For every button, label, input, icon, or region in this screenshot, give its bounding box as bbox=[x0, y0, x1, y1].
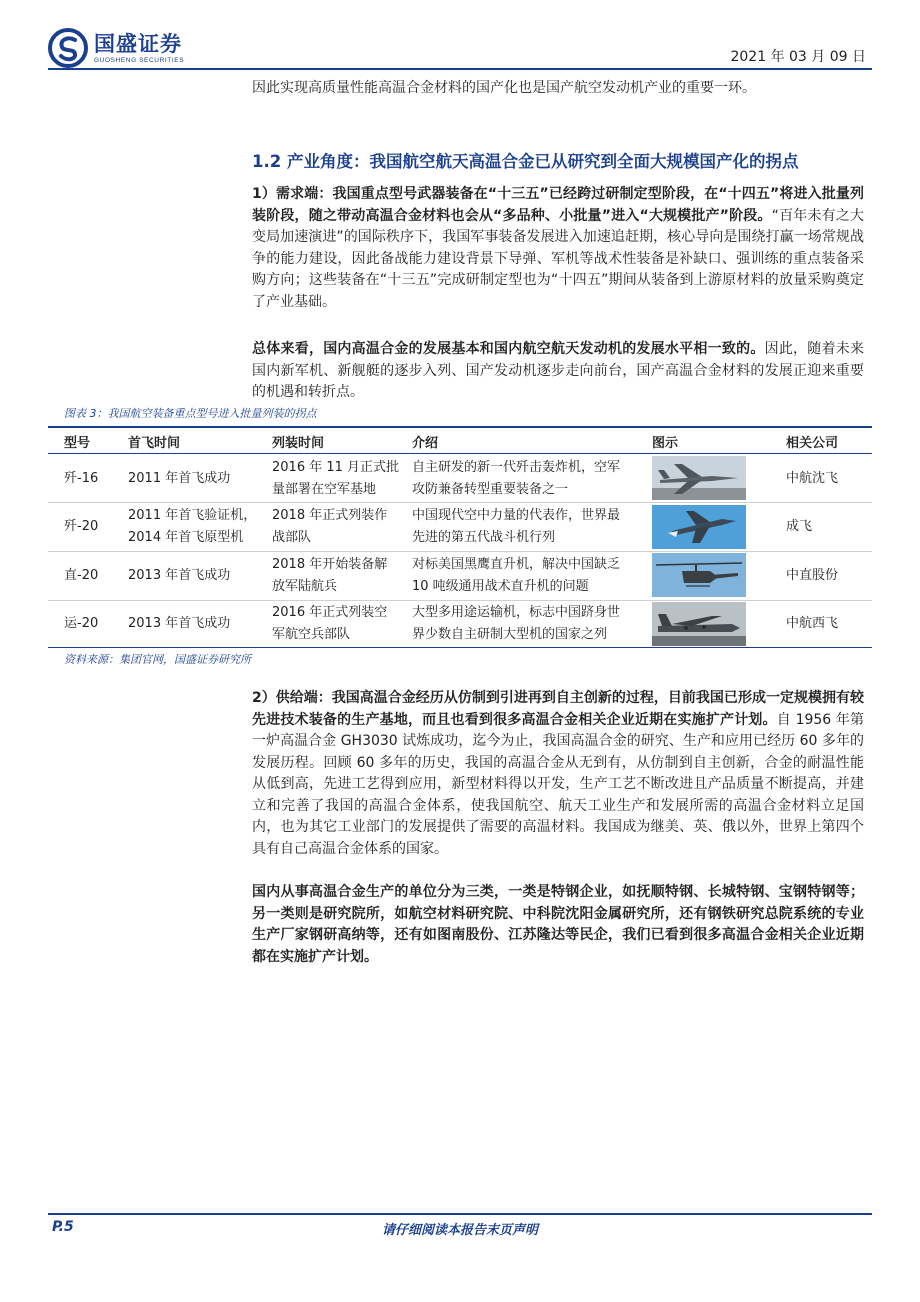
table-cell-intro-line: 中国现代空中力量的代表作，世界最 bbox=[412, 508, 621, 523]
table-cell-service-line: 2016 年 11 月正式批 bbox=[272, 460, 400, 475]
figure-source: 资料来源：集团官网，国盛证券研究所 bbox=[64, 653, 251, 666]
summary-bold-text: 总体来看，国内高温合金的发展基本和国内航空航天发动机的发展水平相一致的。 bbox=[252, 341, 765, 357]
supply-bold-text: 2）供给端：我国高温合金经历从仿制到引进再到自主创新的过程，目前我国已形成一定规模拥有较先进技术装备的生产基地，而且也看到很多高温合金相关企业近期在实施扩产计划。 bbox=[252, 690, 864, 728]
section-title: 1.2 产业角度：我国航空航天高温合金已从研究到全面大规模国产化的拐点 bbox=[252, 152, 799, 171]
z20-helicopter-image bbox=[652, 553, 746, 597]
table-cell-intro-line: 大型多用途运输机，标志中国跻身世 bbox=[412, 605, 621, 620]
table-cell-first-flight bbox=[128, 505, 256, 549]
table-cell-intro-line: 攻防兼备转型重要装备之一 bbox=[412, 482, 569, 497]
brand-name-en: GUOSHENG SECURITIES bbox=[94, 56, 185, 64]
table-bottom-rule bbox=[48, 647, 872, 648]
supply-producers-bold-text: 国内从事高温合金生产的单位分为三类，一类是特钢企业，如抚顺特钢、长城特钢、宝钢特钢等；另一类则是研究院所，如航空材料研究院、中科院沈阳金属研究所，还有钢铁研究总院系统的专业生产厂家钢研高纳等，还有如图南股份、江苏隆达等民企，我们已看到很多高温合金相关企业近期都在实施扩产计划。 bbox=[252, 884, 864, 965]
j16-fighter-image bbox=[652, 456, 746, 500]
table-cell-service-line: 战部队 bbox=[272, 530, 312, 545]
header-divider bbox=[48, 68, 872, 70]
table-top-rule bbox=[48, 426, 872, 428]
table-cell-company: 中航沈飞 bbox=[786, 471, 839, 486]
summary-body-text: 因此，随着未来国内新军机、新舰艇的逐步入列、国产发动机逐步走向前台，国产高温合金材料的发展正迎来重要的机遇和转折点。 bbox=[252, 341, 865, 400]
table-cell-service bbox=[272, 457, 399, 501]
table-header-company: 相关公司 bbox=[786, 436, 839, 451]
table-cell-intro bbox=[412, 505, 620, 549]
brand-name-cn: 国盛证券 bbox=[94, 31, 182, 56]
page-number: P.5 bbox=[52, 1219, 74, 1235]
table-cell-intro bbox=[412, 602, 620, 646]
intro-paragraph: 因此实现高质量性能高温合金材料的国产化也是国产航空发动机产业的重要一环。 bbox=[252, 80, 756, 96]
table-cell-service bbox=[272, 602, 387, 646]
demand-paragraph bbox=[252, 184, 864, 313]
table-cell-intro bbox=[412, 457, 620, 501]
table-cell-first-flight-line: 2014 年首飞原型机 bbox=[128, 530, 244, 545]
table-cell-first-flight: 2013 年首飞成功 bbox=[128, 616, 231, 631]
report-date: 2021 年 03 月 09 日 bbox=[730, 49, 866, 65]
table-cell-intro bbox=[412, 554, 620, 598]
table-cell-service-line: 2018 年正式列装作 bbox=[272, 508, 388, 523]
table-header-intro: 介绍 bbox=[412, 436, 439, 451]
summary-paragraph bbox=[252, 339, 864, 404]
table-cell-service bbox=[272, 554, 387, 598]
table-cell-service-line: 量部署在空军基地 bbox=[272, 482, 377, 497]
table-cell-model: 歼-16 bbox=[64, 471, 99, 486]
supply-producers-paragraph bbox=[252, 882, 864, 968]
table-row-divider bbox=[48, 502, 872, 503]
table-cell-company: 中航西飞 bbox=[786, 616, 839, 631]
table-cell-service-line: 军航空兵部队 bbox=[272, 627, 351, 642]
table-header-model: 型号 bbox=[64, 436, 91, 451]
table-cell-first-flight: 2013 年首飞成功 bbox=[128, 568, 231, 583]
table-cell-model: 运-20 bbox=[64, 616, 99, 631]
table-cell-intro-line: 对标美国黑鹰直升机，解决中国缺乏 bbox=[412, 557, 621, 572]
demand-body-text: “百年未有之大变局加速演进”的国际秩序下，我国军事装备发展进入加速追赶期，核心导向是围绕打赢一场常规战争的能力建设，因此备战能力建设背景下导弹、军机等战术性装备是补缺口、强训练的重点装备采购方向；这些装备在“十三五”完成研制定型也为“十四五”期间从装备到上游原材料的放量采购奠定了产业基础。 bbox=[252, 207, 864, 310]
table-cell-service bbox=[272, 505, 387, 549]
table-cell-intro-line: 自主研发的新一代歼击轰炸机，空军 bbox=[412, 460, 621, 475]
table-header-rule bbox=[48, 453, 872, 454]
figure-caption: 图表 3：我国航空装备重点型号进入批量列装的拐点 bbox=[64, 407, 317, 420]
table-cell-service-line: 2018 年开始装备解 bbox=[272, 557, 388, 572]
footer-disclaimer: 请仔细阅读本报告末页声明 bbox=[381, 1223, 538, 1238]
table-cell-first-flight-line: 2011 年首飞验证机， bbox=[128, 508, 257, 523]
table-row-divider bbox=[48, 600, 872, 601]
brand-logo bbox=[48, 26, 248, 70]
demand-bold-text: 1）需求端：我国重点型号武器装备在“十三五”已经跨过研制定型阶段，在“十四五”将进入批量列装阶段，随之带动高温合金材料也会从“多品种、小批量”进入“大规模批产”阶段。 bbox=[252, 186, 864, 224]
table-row-divider bbox=[48, 551, 872, 552]
supply-body-text: 自 1956 年第一炉高温合金 GH3030 试炼成功，迄今为止，我国高温合金的研究、生产和应用已经历 60 多年的发展历程。回顾 60 多年的历史，我国的高温合金从无到有，从仿制到自主创新，合金的耐温性能从低到高，先进工艺得到应用，新型材料得以开发，生产工艺不断改进且产品质量不断提高，并建立和完善了我国的高温合金体系，使我国航空、航天工业生产和发展所需的高温合金材料立足国内，也为其它工业部门的发展提供了需要的高温材料。我国成为继美、英、俄以外，世界上第四个具有自己高温合金体系的国家。 bbox=[252, 711, 865, 857]
table-cell-model: 直-20 bbox=[64, 568, 99, 583]
table-header-image: 图示 bbox=[652, 436, 679, 451]
table-cell-company: 中直股份 bbox=[786, 568, 839, 583]
brand-logo-mark-icon bbox=[48, 28, 88, 68]
footer-divider bbox=[48, 1213, 872, 1215]
j20-fighter-image bbox=[652, 505, 746, 549]
table-cell-intro-line: 先进的第五代战斗机行列 bbox=[412, 530, 556, 545]
table-cell-company: 成飞 bbox=[786, 519, 813, 534]
supply-paragraph bbox=[252, 688, 864, 860]
table-cell-first-flight: 2011 年首飞成功 bbox=[128, 471, 231, 486]
table-cell-service-line: 放军陆航兵 bbox=[272, 579, 338, 594]
table-cell-intro-line: 界少数自主研制大型机的国家之列 bbox=[412, 627, 608, 642]
table-cell-service-line: 2016 年正式列装空 bbox=[272, 605, 388, 620]
y20-transport-image bbox=[652, 602, 746, 646]
table-header-first-flight: 首飞时间 bbox=[128, 436, 181, 451]
table-cell-intro-line: 10 吨级通用战术直升机的问题 bbox=[412, 579, 589, 594]
table-header-service: 列装时间 bbox=[272, 436, 325, 451]
table-cell-model: 歼-20 bbox=[64, 519, 99, 534]
